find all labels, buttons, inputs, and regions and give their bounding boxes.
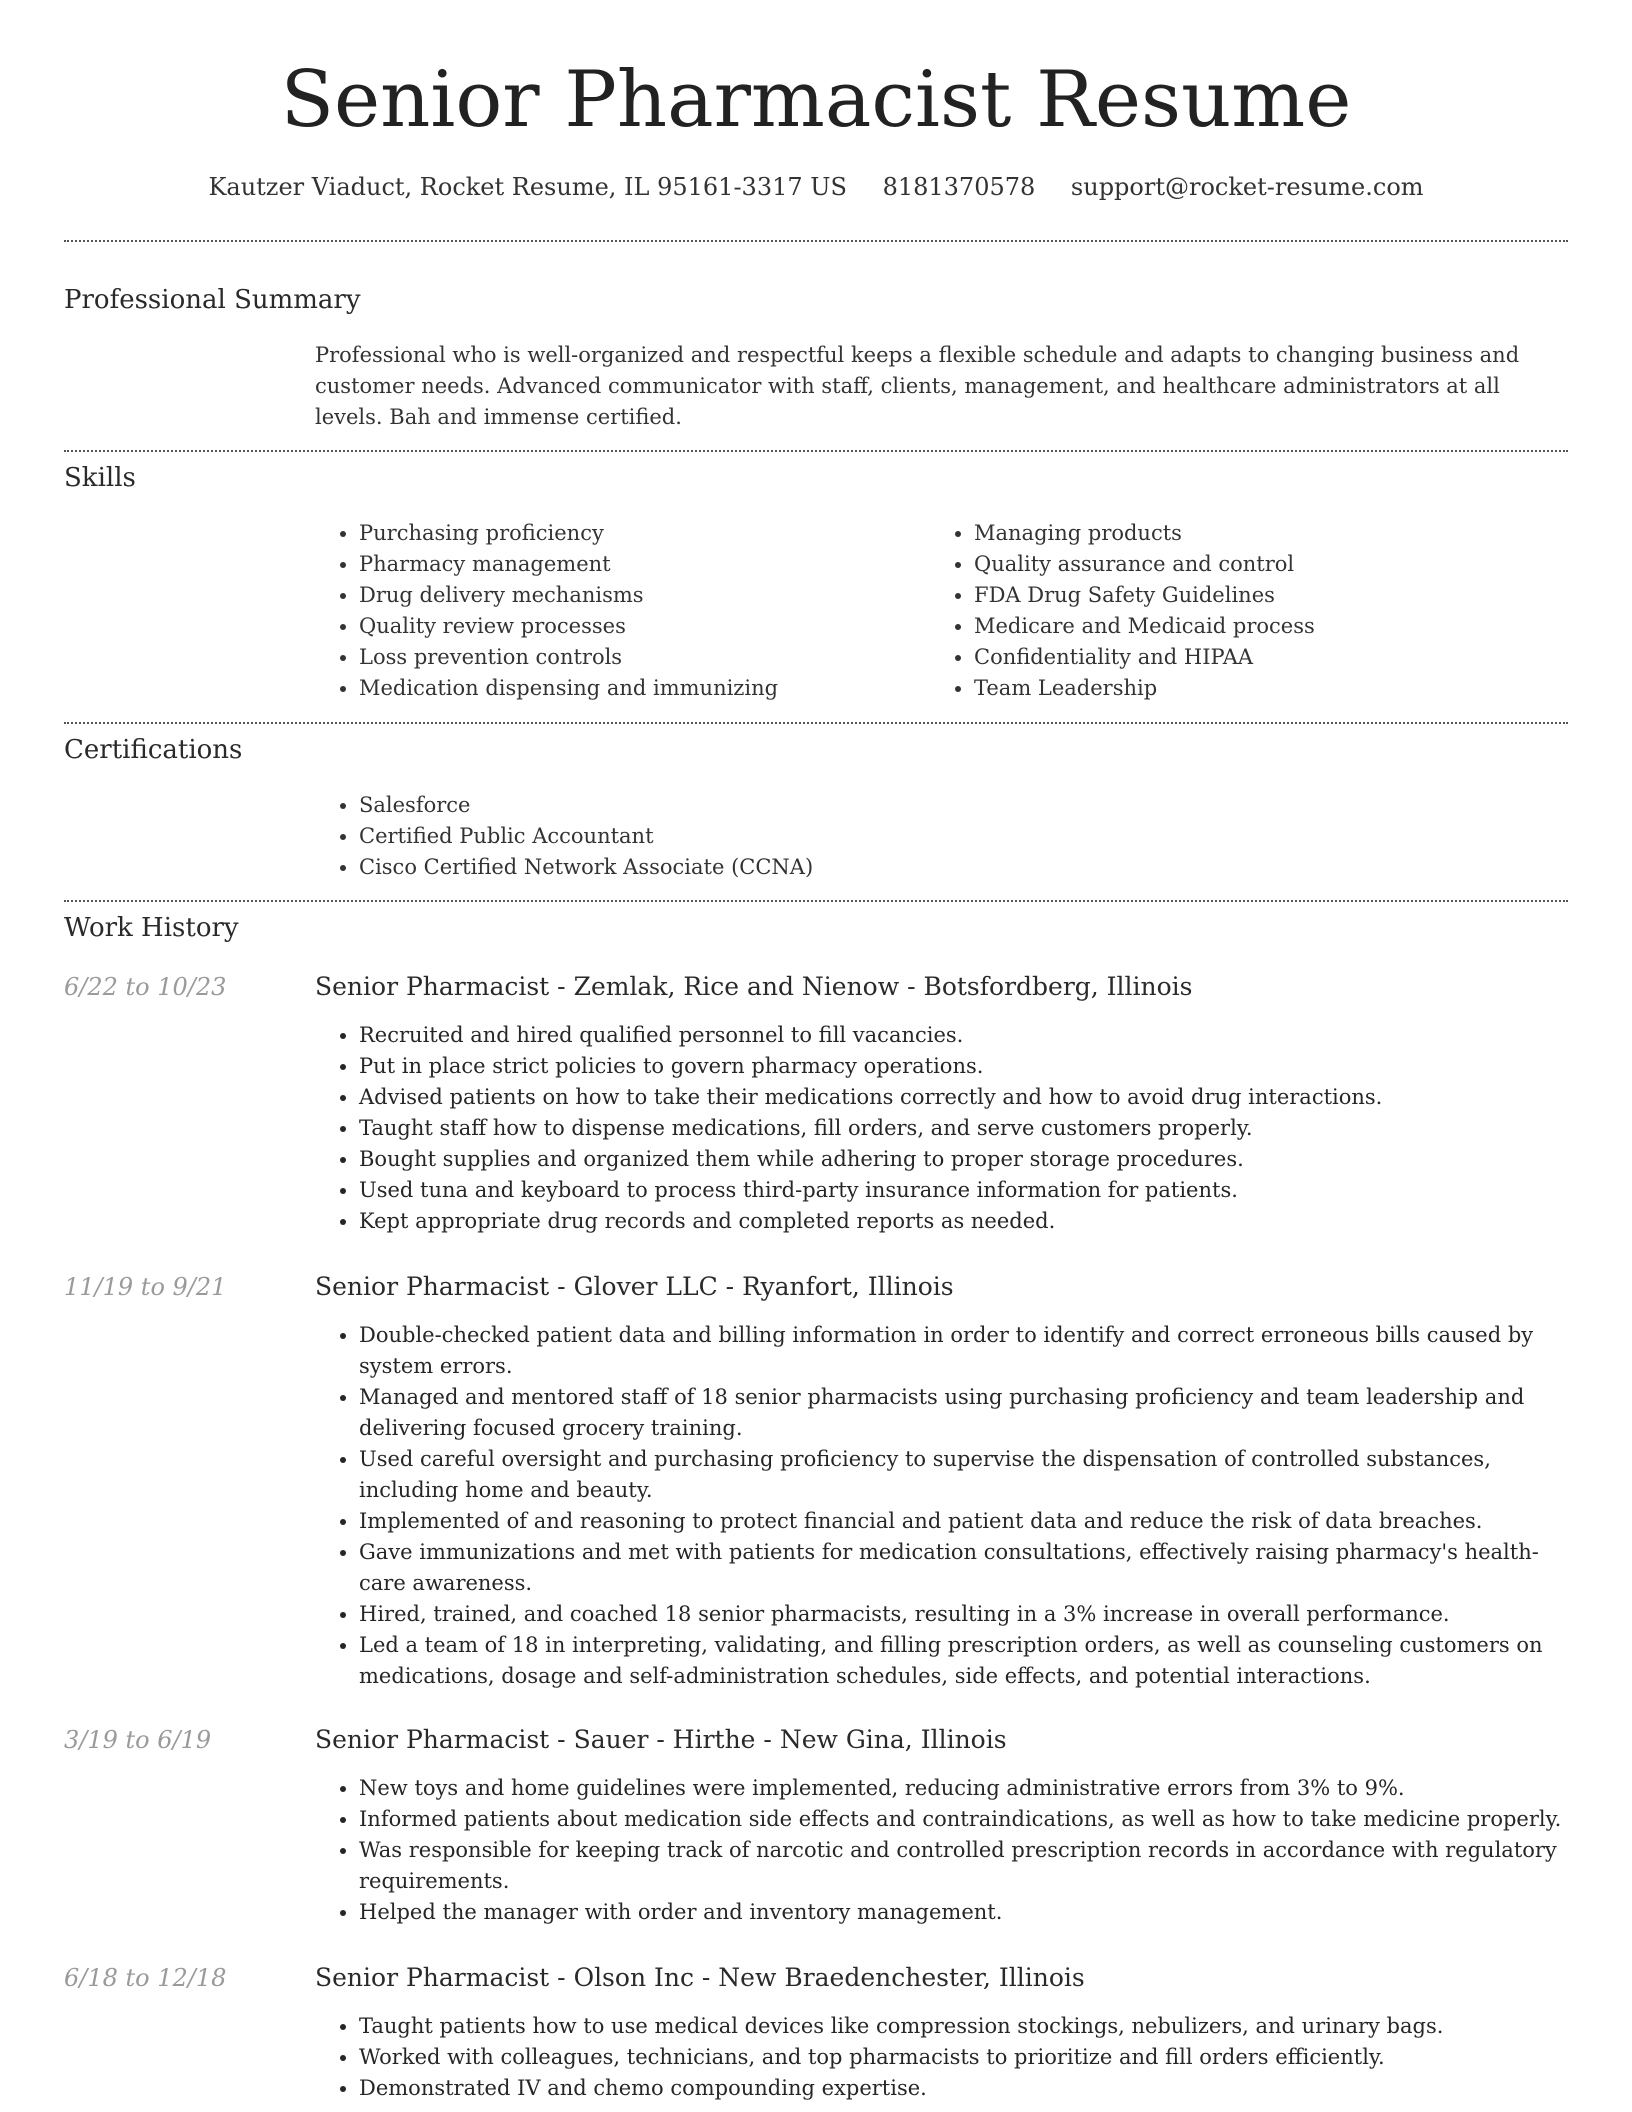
work-history-heading: Work History bbox=[64, 913, 239, 943]
job-bullet: • New toys and home guidelines were implemented, reducing administrative errors from 3% to 9%. bbox=[359, 1773, 1568, 1804]
skill-item: • Drug delivery mechanisms bbox=[359, 580, 930, 611]
job-title: Senior Pharmacist - Glover LLC - Ryanfort, Illinois bbox=[315, 1272, 954, 1301]
certification-item: • Salesforce bbox=[359, 790, 1568, 821]
section-divider bbox=[64, 900, 1568, 902]
skills-list-right bbox=[930, 518, 1545, 704]
skill-item: • Quality assurance and control bbox=[974, 549, 1545, 580]
summary-content bbox=[315, 340, 1568, 433]
job-title: Senior Pharmacist - Olson Inc - New Braedenchester, Illinois bbox=[315, 1963, 1085, 1992]
skill-item: • Medication dispensing and immunizing bbox=[359, 673, 930, 704]
skill-item: • Loss prevention controls bbox=[359, 642, 930, 673]
skill-item: • Purchasing proficiency bbox=[359, 518, 930, 549]
contact-phone: 8181370578 bbox=[882, 173, 1036, 201]
certifications-heading: Certifications bbox=[64, 735, 243, 765]
job-bullet: • Used careful oversight and purchasing proficiency to supervise the dispensation of controlled substances, including home and beauty. bbox=[359, 1444, 1568, 1506]
summary-heading: Professional Summary bbox=[64, 285, 361, 315]
job-bullet: • Hired, trained, and coached 18 senior pharmacists, resulting in a 3% increase in overall performance. bbox=[359, 1599, 1568, 1630]
job-bullet: • Bought supplies and organized them while adhering to proper storage procedures. bbox=[359, 1144, 1568, 1175]
job-dates: 6/18 to 12/18 bbox=[64, 1964, 227, 1992]
job-title: Senior Pharmacist - Sauer - Hirthe - New Gina, Illinois bbox=[315, 1725, 1007, 1754]
skills-content bbox=[315, 518, 1568, 704]
skill-item: • Pharmacy management bbox=[359, 549, 930, 580]
skills-heading: Skills bbox=[64, 463, 136, 493]
skill-item: • Quality review processes bbox=[359, 611, 930, 642]
section-divider bbox=[64, 240, 1568, 242]
job-title: Senior Pharmacist - Zemlak, Rice and Nienow - Botsfordberg, Illinois bbox=[315, 972, 1193, 1001]
job-bullet: • Recruited and hired qualified personnel to fill vacancies. bbox=[359, 1020, 1568, 1051]
job-bullets bbox=[315, 1773, 1568, 1928]
job-bullet: • Led a team of 18 in interpreting, validating, and filling prescription orders, as well as counseling customers on medications, dosage and self-administration schedules, side effects, and potential interactions. bbox=[359, 1630, 1568, 1692]
skill-item: • Confidentiality and HIPAA bbox=[974, 642, 1545, 673]
contact-address: Kautzer Viaduct, Rocket Resume, IL 95161-3317 US bbox=[208, 173, 847, 201]
contact-line bbox=[64, 170, 1568, 204]
certifications-list bbox=[315, 790, 1568, 883]
job-bullets bbox=[315, 2011, 1568, 2104]
job-bullet: • Advised patients on how to take their medications correctly and how to avoid drug interactions. bbox=[359, 1082, 1568, 1113]
job-bullet: • Put in place strict policies to govern pharmacy operations. bbox=[359, 1051, 1568, 1082]
contact-email: support@rocket-resume.com bbox=[1070, 173, 1424, 201]
skill-item: • Team Leadership bbox=[974, 673, 1545, 704]
job-bullet: • Double-checked patient data and billing information in order to identify and correct erroneous bills caused by system errors. bbox=[359, 1320, 1568, 1382]
job-bullet: • Used tuna and keyboard to process third-party insurance information for patients. bbox=[359, 1175, 1568, 1206]
job-dates: 11/19 to 9/21 bbox=[64, 1273, 227, 1301]
job-bullet: • Taught staff how to dispense medications, fill orders, and serve customers properly. bbox=[359, 1113, 1568, 1144]
job-dates: 6/22 to 10/23 bbox=[64, 973, 227, 1001]
job-bullet: • Was responsible for keeping track of narcotic and controlled prescription records in accordance with regulatory requirements. bbox=[359, 1835, 1568, 1897]
job-bullet: • Informed patients about medication side effects and contraindications, as well as how to take medicine properly. bbox=[359, 1804, 1568, 1835]
job-dates: 3/19 to 6/19 bbox=[64, 1726, 212, 1754]
job-bullets bbox=[315, 1320, 1568, 1692]
job-bullet: • Managed and mentored staff of 18 senior pharmacists using purchasing proficiency and team leadership and delivering focused grocery training. bbox=[359, 1382, 1568, 1444]
job-bullet: • Taught patients how to use medical devices like compression stockings, nebulizers, and urinary bags. bbox=[359, 2011, 1568, 2042]
skill-item: • Medicare and Medicaid process bbox=[974, 611, 1545, 642]
job-bullet: • Gave immunizations and met with patients for medication consultations, effectively raising pharmacy's health-care awareness. bbox=[359, 1537, 1568, 1599]
job-bullet: • Helped the manager with order and inventory management. bbox=[359, 1897, 1568, 1928]
job-bullet: • Worked with colleagues, technicians, and top pharmacists to prioritize and fill orders efficiently. bbox=[359, 2042, 1568, 2073]
section-divider bbox=[64, 722, 1568, 724]
certification-item: • Certified Public Accountant bbox=[359, 821, 1568, 852]
job-bullet: • Implemented of and reasoning to protect financial and patient data and reduce the risk of data breaches. bbox=[359, 1506, 1568, 1537]
skill-item: • FDA Drug Safety Guidelines bbox=[974, 580, 1545, 611]
page-title: Senior Pharmacist Resume bbox=[280, 55, 1352, 145]
job-bullet: • Kept appropriate drug records and completed reports as needed. bbox=[359, 1206, 1568, 1237]
skill-item: • Managing products bbox=[974, 518, 1545, 549]
section-divider bbox=[64, 450, 1568, 452]
job-bullet: • Demonstrated IV and chemo compounding expertise. bbox=[359, 2073, 1568, 2104]
summary-text: Professional who is well-organized and respectful keeps a flexible schedule and adapts to changing business and customer needs. Advanced communicator with staff, clients, management, and healthcare administrators at all levels. Bah and immense certified. bbox=[315, 343, 1520, 429]
job-bullets bbox=[315, 1020, 1568, 1237]
certification-item: • Cisco Certified Network Associate (CCNA) bbox=[359, 852, 1568, 883]
certifications-content bbox=[315, 790, 1568, 883]
skills-list-left bbox=[315, 518, 930, 704]
